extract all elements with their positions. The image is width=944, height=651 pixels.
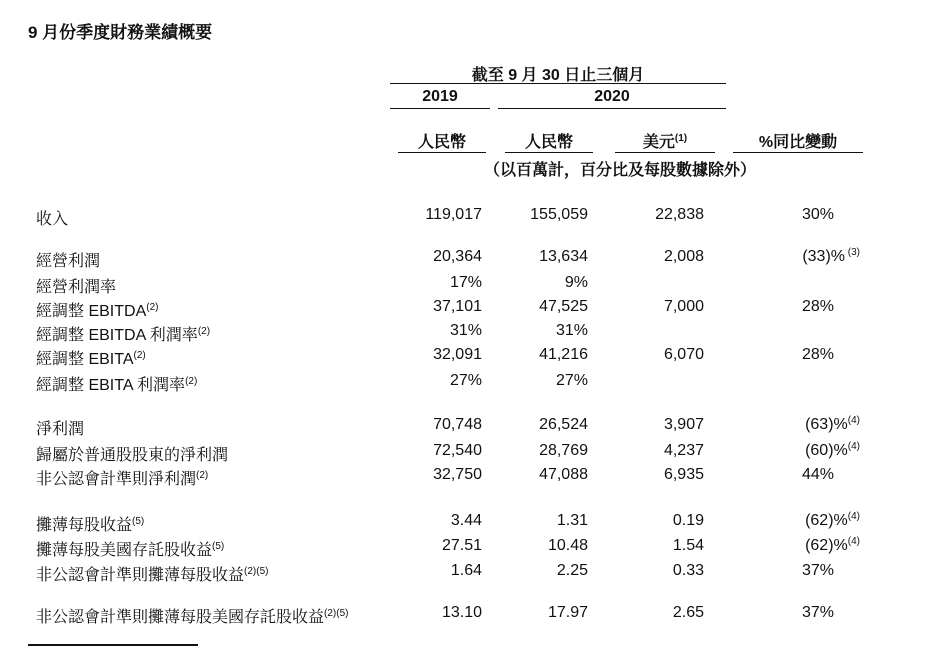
year-2019-rule bbox=[390, 108, 490, 109]
value-2020-usd: 2.65 bbox=[672, 604, 704, 621]
value-2019-rmb: 3.44 bbox=[450, 512, 482, 529]
value-2019-rmb: 13.10 bbox=[441, 604, 482, 621]
row-label bbox=[36, 322, 210, 345]
table-row bbox=[0, 298, 944, 322]
value-2020-usd: 6,935 bbox=[663, 466, 704, 483]
value-yoy-change bbox=[740, 562, 834, 580]
table-row bbox=[0, 537, 944, 561]
value-2020-rmb: 2.25 bbox=[556, 562, 588, 579]
table-row bbox=[0, 562, 944, 586]
row-label-footnote: (5) bbox=[212, 541, 225, 552]
value-2019-rmb: 27% bbox=[449, 372, 482, 389]
row-label bbox=[36, 274, 116, 297]
value-yoy-text: (60)% bbox=[805, 442, 848, 459]
value-2020-usd: 6,070 bbox=[663, 346, 704, 363]
row-label bbox=[36, 206, 68, 229]
row-label bbox=[36, 512, 144, 535]
value-2019-rmb: 20,364 bbox=[433, 248, 482, 265]
col-head-rmb-2020: 人民幣 bbox=[524, 134, 573, 151]
year-2019: 2019 bbox=[422, 88, 458, 105]
row-label-text: 經調整 EBITA bbox=[36, 351, 134, 368]
table-row bbox=[0, 274, 944, 298]
value-yoy-text: (63)% bbox=[805, 416, 848, 433]
col-head-rmb-2020-rule bbox=[505, 152, 593, 153]
row-label-text: 攤薄每股美國存託股收益 bbox=[36, 542, 213, 559]
value-yoy-change bbox=[740, 512, 860, 530]
value-2019-rmb: 32,750 bbox=[433, 466, 482, 483]
row-label-footnote: (2) bbox=[185, 376, 198, 387]
value-yoy-footnote: (4) bbox=[847, 511, 860, 522]
value-2020-rmb: 26,524 bbox=[539, 416, 588, 433]
table-row bbox=[0, 322, 944, 346]
table-row bbox=[0, 442, 944, 466]
row-label bbox=[36, 604, 348, 627]
value-2020-rmb: 13,634 bbox=[539, 248, 588, 265]
col-head-usd bbox=[615, 129, 715, 152]
col-head-yoy-rule bbox=[733, 152, 863, 153]
page-title: 9 月份季度財務業績概要 bbox=[28, 23, 213, 42]
value-yoy-text: 37% bbox=[801, 604, 834, 621]
row-label-footnote: (2) bbox=[197, 326, 211, 337]
table-row bbox=[0, 466, 944, 490]
row-label bbox=[36, 248, 100, 271]
value-2019-rmb: 27.51 bbox=[441, 537, 482, 554]
value-2020-rmb: 28,769 bbox=[539, 442, 588, 459]
value-yoy-text: (33)% bbox=[802, 248, 845, 265]
value-yoy-change bbox=[740, 466, 834, 484]
value-2019-rmb: 17% bbox=[449, 274, 482, 291]
unit-note: （以百萬計，百分比及每股數據除外） bbox=[483, 162, 756, 179]
value-2020-rmb: 10.48 bbox=[547, 537, 588, 554]
value-2019-rmb: 37,101 bbox=[433, 298, 482, 315]
value-2019-rmb: 70,748 bbox=[433, 416, 482, 433]
row-label-footnote: (2) bbox=[146, 302, 159, 313]
value-yoy-change bbox=[740, 298, 834, 316]
value-2019-rmb: 72,540 bbox=[433, 442, 482, 459]
value-yoy-change bbox=[740, 206, 834, 224]
value-2020-usd: 4,237 bbox=[663, 442, 704, 459]
col-head-usd-rule bbox=[615, 152, 715, 153]
value-yoy-footnote: (4) bbox=[847, 441, 860, 452]
value-yoy-text: (62)% bbox=[805, 537, 848, 554]
year-2020: 2020 bbox=[594, 88, 630, 105]
row-label-text: 經營利潤 bbox=[36, 253, 101, 270]
row-label-footnote: (2)(5) bbox=[324, 608, 349, 619]
value-2020-rmb: 41,216 bbox=[539, 346, 588, 363]
footnote-rule bbox=[28, 644, 198, 646]
value-yoy-text: 30% bbox=[801, 206, 834, 223]
value-yoy-text: 28% bbox=[801, 298, 834, 315]
value-yoy-change bbox=[740, 537, 860, 555]
col-head-rmb-2019: 人民幣 bbox=[417, 134, 466, 151]
value-yoy-change bbox=[740, 604, 834, 622]
value-2020-usd: 7,000 bbox=[663, 298, 704, 315]
value-yoy-change bbox=[740, 442, 860, 460]
value-2019-rmb: 32,091 bbox=[433, 346, 482, 363]
row-label-text: 攤薄每股收益 bbox=[36, 517, 133, 534]
value-yoy-change bbox=[740, 248, 860, 266]
value-2020-usd: 0.19 bbox=[672, 512, 704, 529]
row-label-text: 經調整 EBITA 利潤率 bbox=[36, 377, 186, 394]
table-row bbox=[0, 604, 944, 628]
value-2020-usd: 0.33 bbox=[672, 562, 704, 579]
year-2020-rule bbox=[498, 108, 726, 109]
value-yoy-text: 44% bbox=[801, 466, 834, 483]
value-2020-rmb: 47,088 bbox=[539, 466, 588, 483]
value-yoy-footnote: (4) bbox=[847, 536, 860, 547]
table-row bbox=[0, 512, 944, 536]
col-head-usd-footnote: (1) bbox=[674, 133, 688, 144]
row-label-footnote: (2) bbox=[133, 350, 146, 361]
value-2019-rmb: 119,017 bbox=[425, 206, 482, 223]
table-row bbox=[0, 206, 944, 230]
row-label bbox=[36, 346, 146, 369]
value-2020-usd: 22,838 bbox=[655, 206, 704, 223]
row-label bbox=[36, 537, 224, 560]
value-2020-rmb: 27% bbox=[555, 372, 588, 389]
value-yoy-text: 37% bbox=[801, 562, 834, 579]
period-header: 截至 9 月 30 日止三個月 bbox=[471, 67, 645, 84]
row-label bbox=[36, 562, 268, 585]
value-2020-usd: 1.54 bbox=[672, 537, 704, 554]
col-head-usd-label: 美元 bbox=[642, 134, 675, 151]
row-label bbox=[36, 298, 158, 321]
table-row bbox=[0, 416, 944, 440]
value-2020-rmb: 47,525 bbox=[539, 298, 588, 315]
value-yoy-change bbox=[740, 416, 860, 434]
col-head-rmb-2019-rule bbox=[398, 152, 486, 153]
row-label-footnote: (5) bbox=[132, 516, 145, 527]
row-label bbox=[36, 416, 84, 439]
row-label-text: 淨利潤 bbox=[36, 421, 85, 438]
value-yoy-text: 28% bbox=[801, 346, 834, 363]
row-label-text: 經營利潤率 bbox=[36, 279, 117, 296]
row-label-text: 歸屬於普通股股東的淨利潤 bbox=[36, 447, 229, 464]
row-label-text: 非公認會計準則淨利潤 bbox=[36, 471, 197, 488]
value-yoy-footnote: (3) bbox=[845, 247, 860, 258]
value-2019-rmb: 31% bbox=[449, 322, 482, 339]
value-2020-rmb: 155,059 bbox=[530, 206, 588, 223]
value-yoy-change bbox=[740, 346, 834, 364]
row-label bbox=[36, 372, 197, 395]
row-label-text: 經調整 EBITDA bbox=[36, 303, 147, 320]
row-label bbox=[36, 466, 208, 489]
table-row bbox=[0, 372, 944, 396]
value-2020-usd: 2,008 bbox=[663, 248, 704, 265]
value-yoy-text: (62)% bbox=[805, 512, 848, 529]
value-2020-usd: 3,907 bbox=[663, 416, 704, 433]
col-head-yoy: %同比變動 bbox=[758, 134, 838, 151]
value-2020-rmb: 17.97 bbox=[547, 604, 588, 621]
period-header-rule bbox=[390, 83, 726, 84]
row-label-text: 收入 bbox=[36, 211, 69, 228]
row-label-text: 經調整 EBITDA 利潤率 bbox=[36, 327, 198, 344]
value-2020-rmb: 1.31 bbox=[556, 512, 588, 529]
table-row bbox=[0, 346, 944, 370]
value-2019-rmb: 1.64 bbox=[450, 562, 482, 579]
row-label-text: 非公認會計準則攤薄每股收益 bbox=[36, 567, 245, 584]
row-label-footnote: (2)(5) bbox=[244, 566, 269, 577]
value-2020-rmb: 31% bbox=[555, 322, 588, 339]
value-2020-rmb: 9% bbox=[564, 274, 588, 291]
row-label bbox=[36, 442, 228, 465]
value-yoy-footnote: (4) bbox=[847, 415, 860, 426]
row-label-footnote: (2) bbox=[196, 470, 209, 481]
row-label-text: 非公認會計準則攤薄每股美國存託股收益 bbox=[36, 609, 325, 626]
table-row bbox=[0, 248, 944, 272]
